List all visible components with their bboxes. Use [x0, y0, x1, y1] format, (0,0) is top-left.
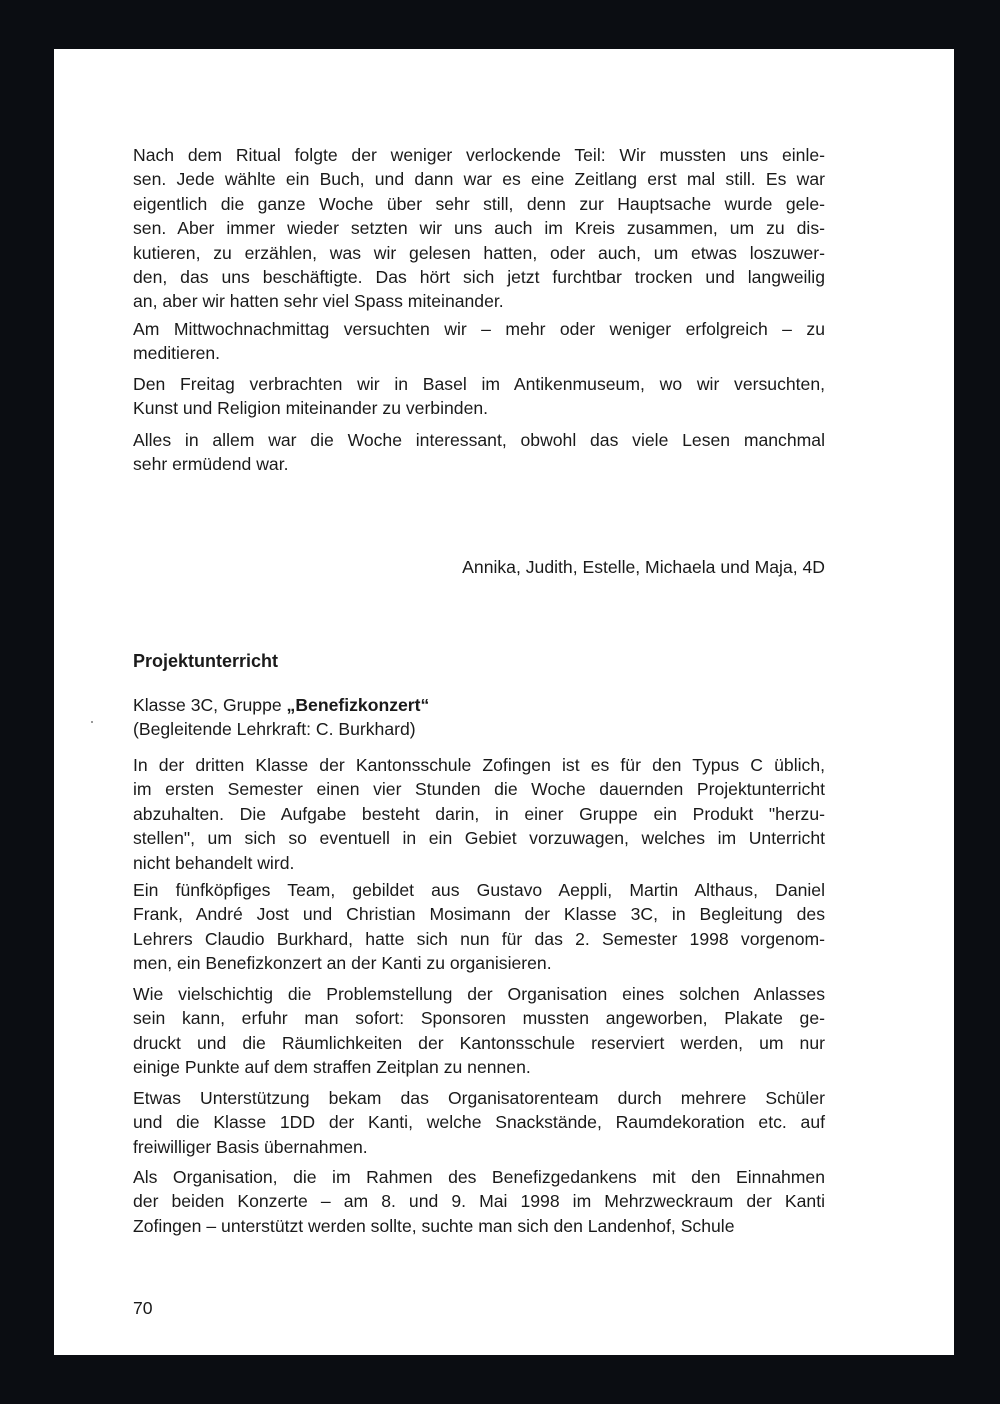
paragraph-intro-line: nicht behandelt wird. — [133, 852, 295, 873]
paragraph-team-line: Ein fünfköpfiges Team, gebildet aus Gustavo Aeppli, Martin Althaus, Daniel — [133, 880, 825, 900]
paragraph-intro-line: In der dritten Klasse der Kantonsschule Zofingen ist es für den Typus C üblich, — [133, 755, 825, 775]
paragraph-organisation-line: sein kann, erfuhr man sofort: Sponsoren mussten angeworben, Plakate ge- — [133, 1008, 825, 1029]
paragraph-meditation-line: meditieren. — [133, 343, 221, 364]
paragraph-support-line: und die Klasse 1DD der Kanti, welche Snackstände, Raumdekoration etc. auf — [133, 1112, 825, 1133]
signature: Annika, Judith, Estelle, Michaela und Maja, 4D — [462, 557, 825, 577]
paragraph-team-line: Lehrers Claudio Burkhard, hatte sich nun für das 2. Semester 1998 vorgenom- — [133, 928, 825, 949]
paragraph-support-line: freiwilliger Basis übernahmen. — [133, 1136, 368, 1157]
paragraph-support-line: Etwas Unterstützung bekam das Organisatorenteam durch mehrere Schüler — [133, 1088, 825, 1108]
paragraph-team-line: men, ein Benefizkonzert an der Kanti zu organisieren. — [133, 953, 552, 974]
paragraph-ritual-line: den, das uns beschäftigte. Das hört sich jetzt furchtbar trocken und langweilig — [133, 267, 825, 287]
paragraph-basel-line: Kunst und Religion miteinander zu verbinden. — [133, 398, 489, 419]
paragraph-benefit-line: der beiden Konzerte – am 8. und 9. Mai 1998 im Mehrzweckraum der Kanti — [133, 1191, 825, 1212]
paragraph-organisation-line: Wie vielschichtig die Problemstellung der Organisation eines solchen Anlasses — [133, 984, 825, 1004]
paragraph-ritual-line: kutieren, zu erzählen, was wir gelesen hatten, oder auch, um etwas loszuwer- — [133, 242, 825, 263]
paragraph-summary-line: Alles in allem war die Woche interessant, obwohl das viele Lesen manchmal — [133, 430, 825, 450]
section-heading: Projektunterricht — [133, 651, 279, 671]
paragraph-benefit-line: Zofingen – unterstützt werden sollte, suchte man sich den Landenhof, Schule — [133, 1215, 735, 1236]
paragraph-ritual-line: sen. Aber immer wieder setzten wir uns auch im Kreis zusammen, um zu dis- — [133, 218, 825, 239]
paragraph-intro-line: im ersten Semester einen vier Stunden die Woche dauernden Projektunterricht — [133, 779, 825, 800]
paragraph-ritual-line: eigentlich die ganze Woche über sehr still, denn zur Hauptsache wurde gele- — [133, 193, 825, 214]
group-line — [133, 694, 825, 716]
paragraph-meditation-line: Am Mittwochnachmittag versuchten wir – mehr oder weniger erfolgreich – zu — [133, 319, 825, 339]
page-number: 70 — [133, 1298, 153, 1318]
paragraph-benefit-line: Als Organisation, die im Rahmen des Benefizgedankens mit den Einnahmen — [133, 1167, 825, 1187]
paragraph-intro-line: abzuhalten. Die Aufgabe besteht darin, in einer Gruppe ein Produkt "herzu- — [133, 803, 825, 824]
paragraph-ritual-line: sen. Jede wählte ein Buch, und dann war es eine Zeitlang erst mal still. Es war — [133, 169, 825, 190]
paragraph-organisation-line: druckt und die Räumlichkeiten der Kantonsschule reserviert werden, um nur — [133, 1032, 825, 1053]
group-prefix: Klasse 3C, Gruppe — [133, 695, 287, 715]
paragraph-basel-line: Den Freitag verbrachten wir in Basel im Antikenmuseum, wo wir versuchten, — [133, 374, 825, 394]
teacher-line: (Begleitende Lehrkraft: C. Burkhard) — [133, 719, 416, 739]
document-page — [54, 49, 954, 1355]
paragraph-ritual-line: Nach dem Ritual folgte der weniger verlockende Teil: Wir mussten uns einle- — [133, 145, 825, 165]
paragraph-summary-line: sehr ermüdend war. — [133, 454, 289, 475]
paragraph-organisation-line: einige Punkte auf dem straffen Zeitplan zu nennen. — [133, 1057, 531, 1078]
paragraph-intro-line: stellen", um sich so eventuell in ein Gebiet vorzuwagen, welches im Unterricht — [133, 828, 825, 849]
paragraph-ritual-line: an, aber wir hatten sehr viel Spass miteinander. — [133, 291, 504, 312]
paragraph-team-line: Frank, André Jost und Christian Mosimann der Klasse 3C, in Begleitung des — [133, 904, 825, 925]
group-name: „Benefizkonzert“ — [286, 695, 430, 715]
scan-speck — [91, 721, 93, 723]
